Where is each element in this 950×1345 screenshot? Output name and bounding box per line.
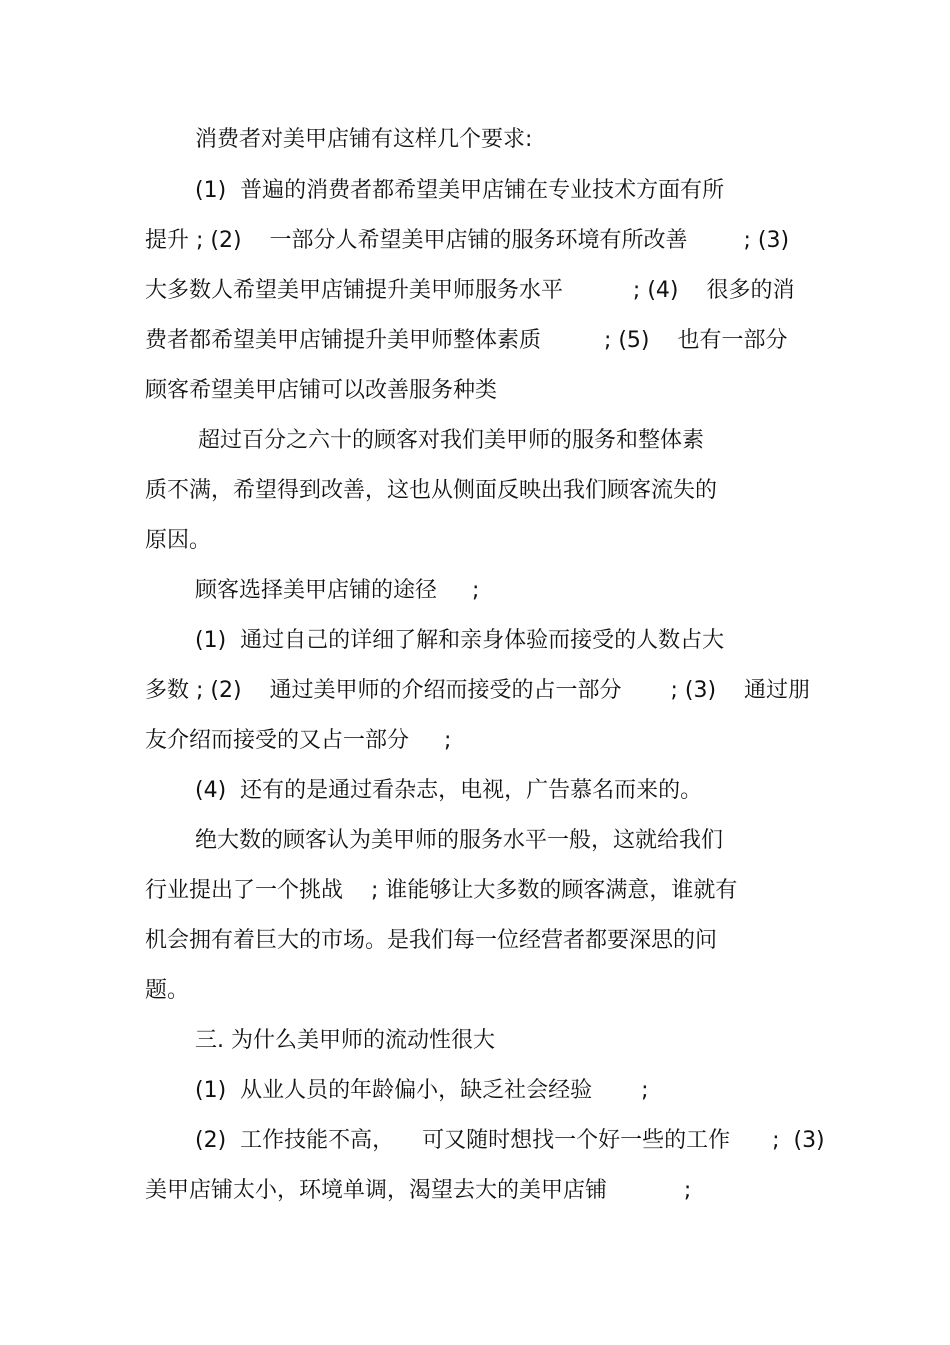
text-line-3: 提升 ; (2) 一部分人希望美甲店铺的服务环境有所改善 ; (3) [145,228,790,253]
text-line-5: 费者都希望美甲店铺提升美甲师整体素质 ; (5) 也有一部分 [145,328,788,353]
text-line-20: (1) 从业人员的年龄偏小，缺乏社会经验 ; [195,1078,649,1103]
text-line-17: 机会拥有着巨大的市场。是我们每一位经营者都要深思的问 [145,928,718,953]
text-line-18: 题。 [145,978,190,1003]
text-line-8: 质不满，希望得到改善，这也从侧面反映出我们顾客流失的 [145,478,718,503]
text-line-2: (1) 普遍的消费者都希望美甲店铺在专业技术方面有所 [195,178,725,203]
text-line-9: 原因。 [145,528,212,553]
text-line-16: 行业提出了一个挑战 ; 谁能够让大多数的顾客满意，谁就有 [145,878,738,903]
text-line-22: 美甲店铺太小，环境单调，渴望去大的美甲店铺 ; [145,1178,692,1203]
text-line-15: 绝大数的顾客认为美甲师的服务水平一般，这就给我们 [195,828,724,853]
text-line-6: 顾客希望美甲店铺可以改善服务种类 [145,378,498,403]
text-line-12: 多数 ; (2) 通过美甲师的介绍而接受的占一部分 ; (3) 通过朋 [145,678,811,703]
text-line-4: 大多数人希望美甲店铺提升美甲师服务水平 ; (4) 很多的消 [145,278,795,303]
text-line-13: 友介绍而接受的又占一部分 ; [145,728,452,753]
text-line-11: (1) 通过自己的详细了解和亲身体验而接受的人数占大 [195,628,725,653]
text-line-19: 三. 为什么美甲师的流动性很大 [195,1028,495,1053]
text-line-14: (4) 还有的是通过看杂志，电视，广告慕名而来的。 [195,778,703,803]
text-line-10: 顾客选择美甲店铺的途径 ; [195,578,480,603]
text-line-7: 超过百分之六十的顾客对我们美甲师的服务和整体素 [198,428,705,453]
text-line-21: (2) 工作技能不高， 可又随时想找一个好一些的工作 ; (3) [195,1128,825,1153]
text-line-1: 消费者对美甲店铺有这样几个要求: [195,127,533,152]
